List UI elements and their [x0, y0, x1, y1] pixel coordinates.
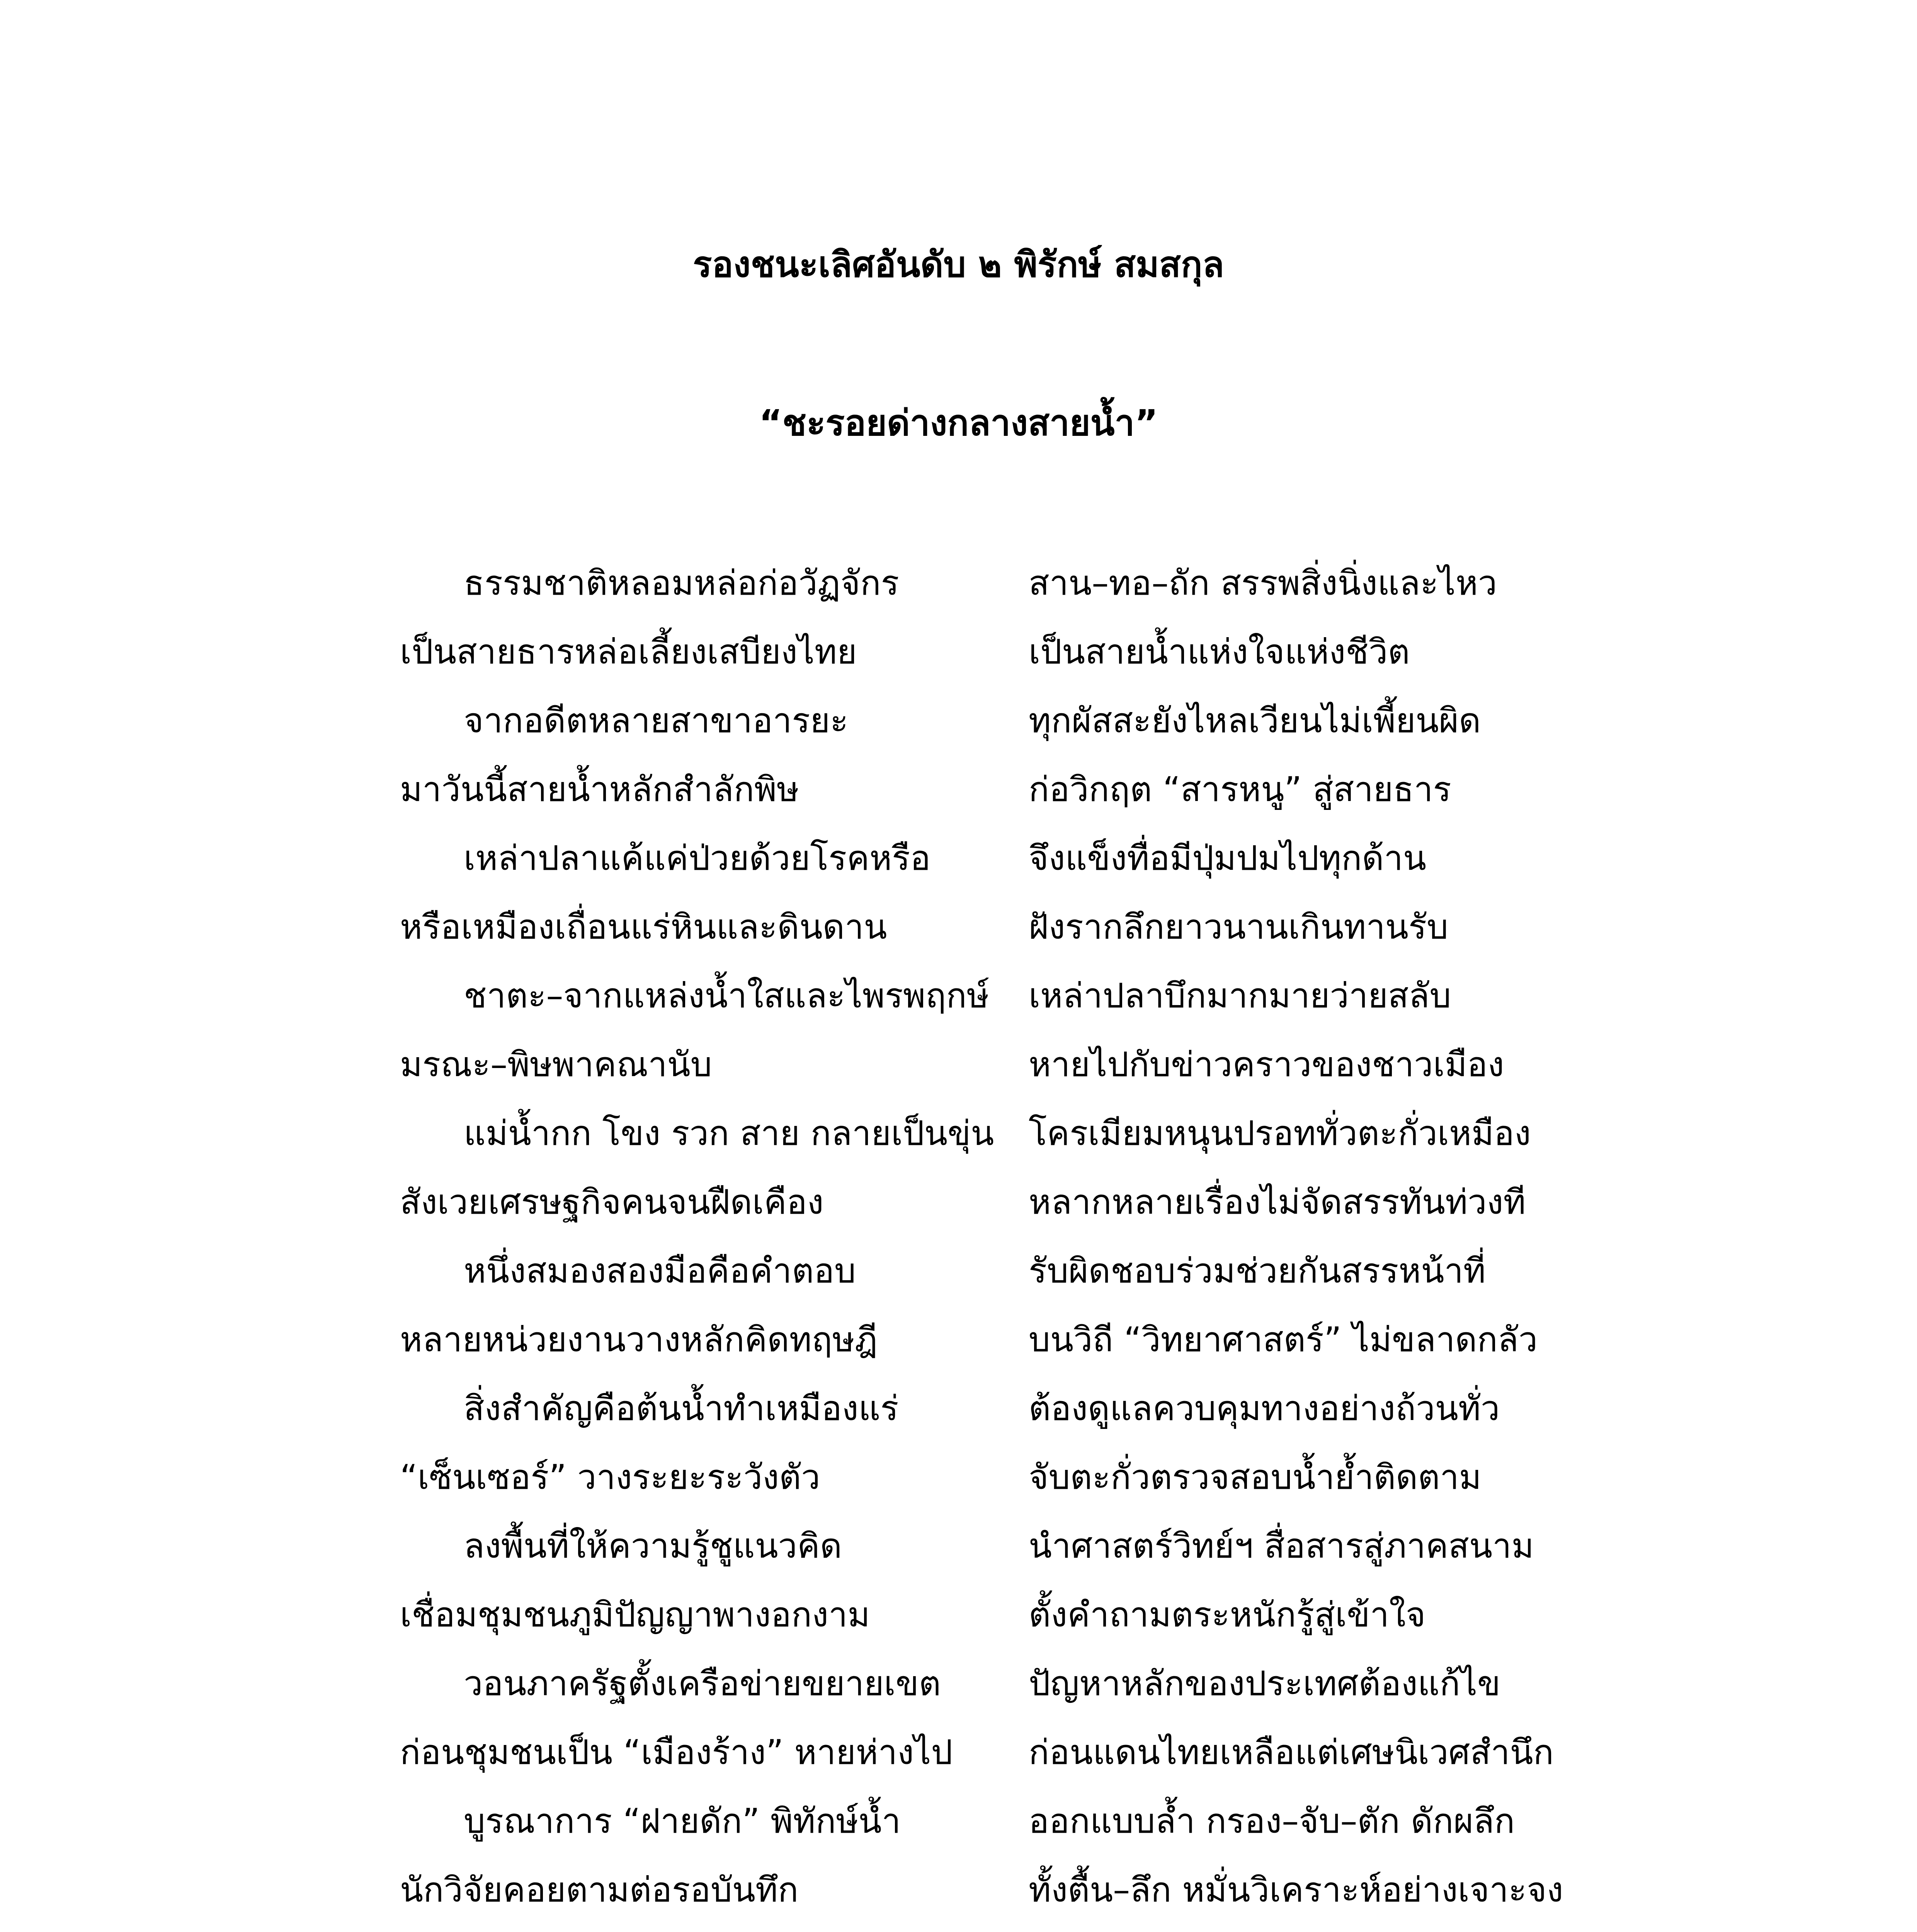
verse-line: ทุกผัสสะยังไหลเวียนไม่เพี้ยนผิด: [1029, 701, 1481, 740]
verse-line: จากอดีตหลายสาขาอารยะ: [464, 701, 849, 740]
verse-line: สังเวยเศรษฐกิจคนจนฝืดเคือง: [400, 1182, 824, 1222]
verse-line: รับผิดชอบร่วมช่วยกันสรรหน้าที่: [1029, 1251, 1486, 1291]
verse-line: ชาตะ–จากแหล่งน้ำใสและไพรพฤกษ์: [464, 976, 989, 1015]
poem-title: “ชะรอยด่างกลางสายน้ำ”: [759, 402, 1158, 444]
verse-line: ปัญหาหลักของประเทศต้องแก้ไข: [1029, 1663, 1501, 1703]
verse-line: หรือเหมืองเถื่อนแร่หินและดินดาน: [400, 907, 887, 947]
verse-line: ลงพื้นที่ให้ความรู้ชูแนวคิด: [464, 1526, 842, 1566]
verse-line: จึงแข็งทื่อมีปุ่มปมไปทุกด้าน: [1029, 838, 1427, 878]
verse-line: ก่อนแดนไทยเหลือแต่เศษนิเวศสำนึก: [1029, 1732, 1554, 1772]
verse-line: จับตะกั่วตรวจสอบน้ำย้ำติดตาม: [1029, 1457, 1482, 1497]
verse-line: ทั้งตื้น–ลึก หมั่นวิเคราะห์อย่างเจาะจง: [1029, 1870, 1563, 1910]
verse-line: ก่อวิกฤต “สารหนู” สู่สายธาร: [1029, 769, 1451, 809]
verse-line: หลากหลายเรื่องไม่จัดสรรทันท่วงที: [1029, 1182, 1526, 1222]
verse-line: สาน–ทอ–ถัก สรรพสิ่งนิ่งและไหว: [1029, 563, 1497, 603]
verse-line: “เซ็นเซอร์” วางระยะระวังตัว: [400, 1457, 820, 1497]
verse-line: [1029, 1924, 1563, 1932]
award-line: รองชนะเลิศอันดับ ๒ พิรักษ์ สมสกุล: [692, 244, 1224, 285]
poem-right-column: [1029, 549, 1563, 1932]
verse-line: เหล่าปลาบึกมากมายว่ายสลับ: [1029, 976, 1451, 1015]
verse-line: มาวันนี้สายน้ำหลักสำลักพิษ: [400, 769, 799, 809]
verse-line: หนึ่งสมองสองมือคือคำตอบ: [464, 1251, 856, 1291]
verse-line: โครเมียมหนุนปรอททั่วตะกั่วเหมือง: [1029, 1113, 1531, 1153]
verse-line: บูรณาการ “ฝายดัก” พิทักษ์น้ำ: [464, 1801, 901, 1841]
verse-line: วอนภาครัฐตั้งเครือข่ายขยายเขต: [464, 1663, 941, 1703]
verse-line: ต้องดูแลควบคุมทางอย่างถ้วนทั่ว: [1029, 1388, 1500, 1428]
verse-line: [400, 1924, 996, 1932]
verse-line: บนวิถี “วิทยาศาสตร์” ไม่ขลาดกลัว: [1029, 1320, 1538, 1359]
verse-line: เป็นสายน้ำแห่งใจแห่งชีวิต: [1029, 632, 1410, 672]
verse-line: หายไปกับข่าวคราวของชาวเมือง: [1029, 1044, 1504, 1084]
verse-line: เป็นสายธารหล่อเลี้ยงเสบียงไทย: [400, 632, 857, 672]
verse-line: นักวิจัยคอยตามต่อรอบันทึก: [400, 1870, 799, 1910]
poem-left-column: [400, 549, 996, 1932]
verse-line: หลายหน่วยงานวางหลักคิดทฤษฎี: [400, 1320, 878, 1359]
verse-line: ก่อนชุมชนเป็น “เมืองร้าง” หายห่างไป: [400, 1732, 953, 1772]
verse-line: มรณะ–พิษพาคณานับ: [400, 1044, 712, 1084]
verse-line: ฝังรากลึกยาวนานเกินทานรับ: [1029, 907, 1449, 947]
verse-line: นำศาสตร์วิทย์ฯ สื่อสารสู่ภาคสนาม: [1029, 1526, 1534, 1566]
verse-line: เหล่าปลาแค้แค่ป่วยด้วยโรคหรือ: [464, 838, 931, 878]
verse-line: แม่น้ำกก โขง รวก สาย กลายเป็นขุ่น: [464, 1113, 994, 1153]
verse-line: ธรรมชาติหลอมหล่อก่อวัฏจักร: [464, 563, 899, 603]
verse-line: ออกแบบล้ำ กรอง–จับ–ตัก ดักผลึก: [1029, 1801, 1515, 1841]
verse-line: สิ่งสำคัญคือต้นน้ำทำเหมืองแร่: [464, 1388, 899, 1428]
verse-line: เชื่อมชุมชนภูมิปัญญาพางอกงาม: [400, 1595, 870, 1634]
verse-line: ตั้งคำถามตระหนักรู้สู่เข้าใจ: [1029, 1595, 1426, 1634]
